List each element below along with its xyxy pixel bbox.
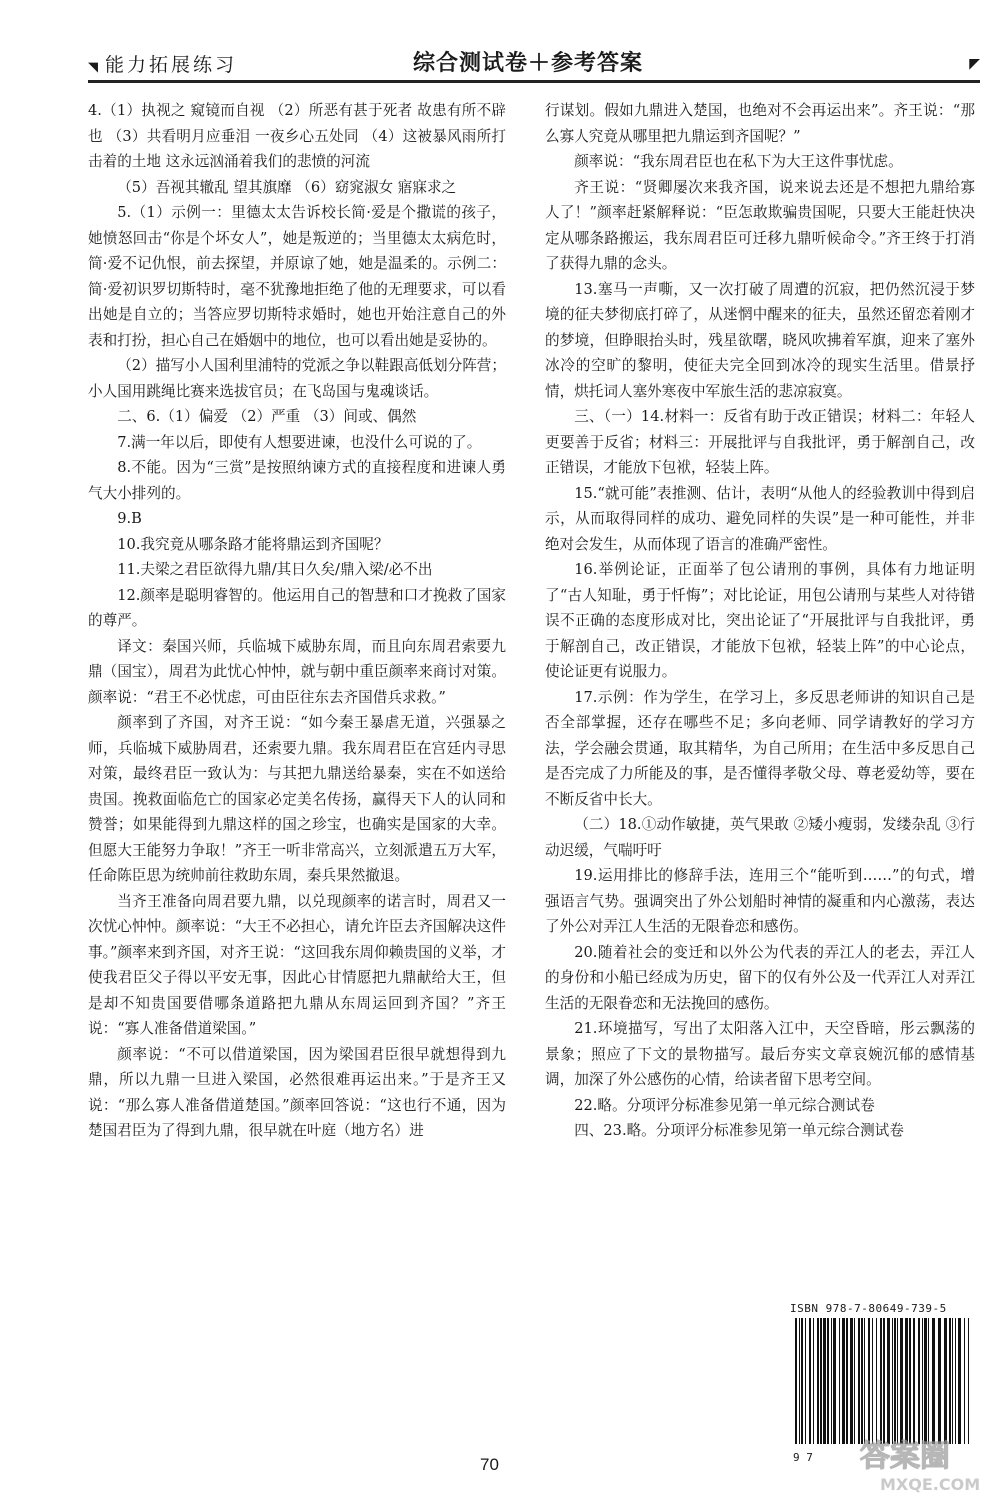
answer-paragraph: 行谋划。假如九鼎进入楚国，也绝对不会再运出来”。齐王说：“那么寡人究竟从哪里把九鼎运到齐国呢？” [545,102,975,145]
barcode-digits: 9 7 [793,1451,813,1464]
isbn-label: ISBN 978-7-80649-739-5 [790,1302,947,1315]
header-rule [88,80,980,83]
answer-paragraph: 颜率到了齐国，对齐王说：“如今秦王暴虐无道，兴强暴之师，兵临城下威胁周君，还索要九鼎。我东周君臣在宫廷内寻思对策，最终君臣一致认为：与其把九鼎送给暴秦，实在不如送给贵国。挽救面临危亡的国家必定美名传扬，赢得天下人的认同和赞誉；如果能得到九鼎这样的国之珍宝，也确实是国家的大幸。但愿大王能努力争取！”齐王一听非常高兴，立刻派遣五万大军，任命陈臣思为统帅前往救助东周，秦兵果然撤退。 [88,714,506,884]
answer-paragraph: （2）描写小人国利里浦特的党派之争以鞋跟高低划分阵营；小人国用跳绳比赛来选拔官员；在飞岛国与鬼魂谈话。 [88,357,506,400]
header-left-text: 能力拓展练习 [105,54,238,76]
header-left-title [88,50,237,77]
svg-text:答案圈: 答案圈 [860,1439,950,1474]
answer-paragraph: 15.“就可能”表推测、估计，表明“从他人的经验教训中得到启示，从而取得同样的成功、避免同样的失误”是一种可能性，并非绝对会发生，从而体现了语言的准确严密性。 [545,484,975,553]
page-number: 70 [480,1455,499,1474]
answer-column-left [88,98,506,1144]
answer-paragraph: 16.举例论证，正面举了包公请刑的事例，具体有力地证明了“古人知耻，勇于忏悔”；对比论证，用包公请刑与某些人对待错误不正确的态度形成对比，突出论证了“开展批评与自我批评，勇于解剖自己，改正错误，才能放下包袱，轻装上阵”的中心论点，使论证更有说服力。 [545,561,975,680]
answer-paragraph: 三、（一）14.材料一：反省有助于改正错误；材料二：年轻人更要善于反省；材料三：开展批评与自我批评，勇于解剖自己，改正错误，才能放下包袱，轻装上阵。 [545,408,975,476]
answer-paragraph: 12.颜率是聪明睿智的。他运用自己的智慧和口才挽救了国家的尊严。 [88,586,506,629]
answer-paragraph: 10.我究竟从哪条路才能将鼎运到齐国呢？ [117,535,389,553]
answer-paragraph: 二、6.（1）偏爱 （2）严重 （3）间或、偶然 [117,408,417,425]
answer-paragraph: 齐王说：“贤卿屡次来我齐国，说来说去还是不想把九鼎给寡人了！”颜率赶紧解释说：“臣怎敢欺骗贵国呢，只要大王能赶快决定从哪条路搬运，我东周君臣可迁移九鼎听候命令。”齐王终于打消了获得九鼎的念头。 [545,178,975,272]
answer-paragraph: 9.B [117,510,142,527]
answer-paragraph: 11.夫梁之君臣欲得九鼎/其日久矣/鼎入梁/必不出 [117,561,433,578]
answer-paragraph: 颜率说：“我东周君臣也在私下为大王这件事忧虑。 [574,153,903,170]
answer-paragraph: 4.（1）执视之 窥镜而自视 （2）所恶有甚于死者 故患有所不辟也 （3）共看明月应垂泪 一夜乡心五处同 （4）这被暴风雨所打击着的土地 这永远汹涌着我们的悲愤的河流 [88,102,506,170]
watermark-logo [850,1428,1000,1498]
answer-paragraph: 17.示例：作为学生，在学习上，多反思老师讲的知识自己是否全部掌握，还存在哪些不足；多向老师、同学请教好的学习方法，学会融会贯通，取其精华，为自己所用；在生活中多反思自己是否完成了力所能及的事，是否懂得孝敬父母、尊老爱幼等，要在不断反省中长大。 [545,688,975,808]
header-center-title: 综合测试卷＋参考答案 [413,51,644,76]
answer-paragraph: 22.略。分项评分标准参见第一单元综合测试卷 [574,1096,875,1114]
answer-column-right [545,98,975,1144]
answer-paragraph: 7.满一年以后，即使有人想要进谏，也没什么可说的了。 [117,433,482,451]
answer-paragraph: （5）吾视其辙乱 望其旗靡 （6）窈窕淑女 寤寐求之 [117,178,457,196]
answer-paragraph: 译文：秦国兴师，兵临城下威胁东周，而且向东周君索要九鼎（国宝），周君为此忧心忡忡，就与朝中重臣颜率来商讨对策。颜率说：“君王不必忧虑，可由臣往东去齐国借兵求救。” [88,637,506,706]
answer-paragraph: 8.不能。因为“三赏”是按照纳谏方式的直接程度和进谏人勇气大小排列的。 [88,459,506,502]
answer-paragraph: 四、23.略。分项评分标准参见第一单元综合测试卷 [574,1122,904,1139]
answer-paragraph: 颜率说：“不可以借道梁国，因为梁国君臣很早就想得到九鼎，所以九鼎一旦进入梁国，必然很难再运出来。”于是齐王又说：“那么寡人准备借道楚国。”颜率回答说：“这也行不通，因为楚国君臣为了得到九鼎，很早就在叶庭（地方名）进 [88,1045,506,1139]
corner-arrow-icon: ◤ [969,56,980,72]
answer-paragraph: 5.（1）示例一：里德太太告诉校长简·爱是个撒谎的孩子，她愤怒回击“你是个坏女人”，她是叛逆的；当里德太太病危时，简·爱不记仇恨，前去探望，并原谅了她，她是温柔的。示例二：简·爱初识罗切斯特时，毫不犹豫地拒绝了他的无理要求，可以看出她是自立的；当答应罗切斯特求婚时，她也开始注意自己的外表和打扮，担心自己在婚姻中的地位，也可以看出她是妥协的。 [88,204,506,349]
svg-text:MXQE.COM: MXQE.COM [880,1475,981,1494]
page-header [88,46,980,76]
answer-paragraph: 20.随着社会的变迁和以外公为代表的弄江人的老去，弄江人的身份和小船已经成为历史，留下的仅有外公及一代弄江人对弄江生活的无限眷恋和无法挽回的感伤。 [545,943,975,1012]
answer-paragraph: （二）18.①动作敏捷，英气果敢 ②矮小瘦弱，发缕杂乱 ③行动迟缓，气喘吁吁 [545,816,975,859]
answer-paragraph: 21.环境描写，写出了太阳落入江中，天空昏暗，彤云飘荡的景象；照应了下文的景物描写。最后夯实文章哀婉沉郁的感情基调，加深了外公感伤的心情，给读者留下思考空间。 [545,1020,975,1088]
triangle-icon: ◥ [88,60,101,75]
answer-paragraph: 19.运用排比的修辞手法，连用三个“能听到……”的句式，增强语言气势。强调突出了外公划船时神情的凝重和内心激荡，表达了外公对弄江人生活的无限眷恋和感伤。 [545,867,975,935]
answer-paragraph: 13.塞马一声嘶，又一次打破了周遭的沉寂，把仍然沉浸于梦境的征夫梦彻底打碎了，从迷惘中醒来的征夫，虽然还留恋着刚才的梦境，但睁眼抬头时，残星欲曙，晓风吹拂着军旗，迎来了塞外冰冷的空旷的黎明，使征夫完全回到冰冷的现实生活里。借景抒情，烘托词人塞外寒夜中军旅生活的悲凉寂寞。 [545,280,975,400]
answer-paragraph: 当齐王准备向周君要九鼎，以兑现颜率的诺言时，周君又一次忧心忡忡。颜率说：“大王不必担心，请允许臣去齐国解决这件事。”颜率来到齐国，对齐王说：“这回我东周仰赖贵国的义举，才使我君臣父子得以平安无事，因此心甘情愿把九鼎献给大王，但是却不知贵国要借哪条道路把九鼎从东周运回到齐国？”齐王说：“寡人准备借道梁国。” [88,892,506,1037]
